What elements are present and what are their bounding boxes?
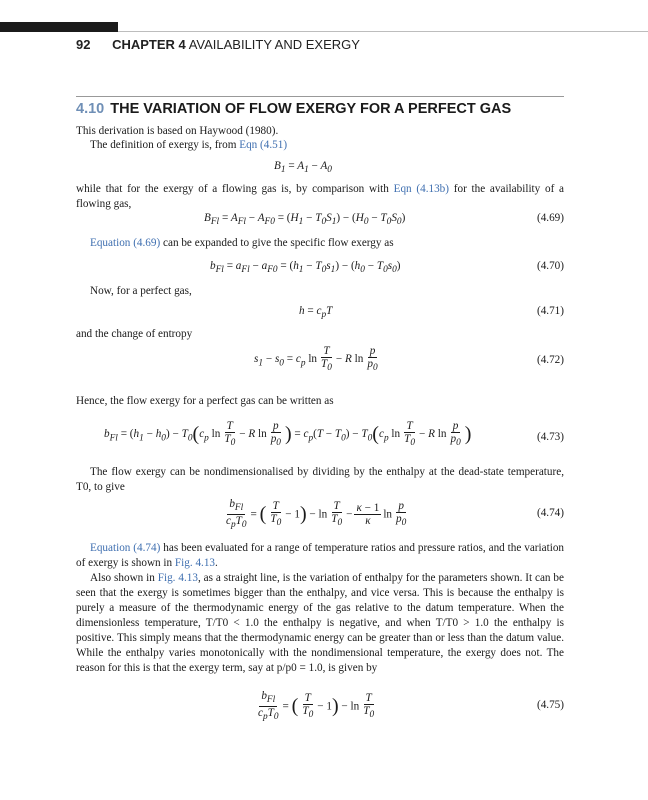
equation-4-73: $b_{Fl} = (h_1 - h_0) - T_0(c_p$ ln $\frac{T}{T_0}$ − R ln $\frac{p}{p_0}$ ) = $c_p(T - T_0) - T_0(c_p$ ln $\frac{T}{T_0}$ − R ln $\frac{p}{p_0}$ )	[104, 420, 472, 449]
equation-4-70: $b_{Fl} = a_{Fl} - a_{F0} = (h_1 - T_0s_1) - (h_0 - T_0s_0)$	[210, 260, 401, 276]
equation-4-69-link[interactable]: Equation (4.69)	[90, 237, 161, 249]
eq-number-4-69: (4.69)	[536, 212, 564, 224]
eq-number-4-70: (4.70)	[536, 260, 564, 272]
paragraph-8: The flow exergy can be nondimensionalised by dividing by the enthalpy at the dead-state temperature, T0, to give	[76, 466, 564, 493]
paragraph-5: Now, for a perfect gas,	[90, 285, 192, 297]
section-heading	[76, 101, 511, 117]
fig-4-13-link[interactable]: Fig. 4.13	[174, 557, 216, 569]
paragraph-1: This derivation is based on Haywood (1980).	[76, 125, 279, 137]
equation-4-71: $h = c_pT$	[299, 305, 333, 321]
paragraph-7: Hence, the flow exergy for a perfect gas can be written as	[76, 395, 334, 407]
eq-number-4-73: (4.73)	[536, 431, 564, 443]
equation-4-69: $B_{Fl} = A_{Fl} - A_{F0} = (H_1 - T_0S_1) - (H_0 - T_0S_0)$	[204, 212, 406, 228]
header-rule	[118, 31, 648, 32]
paragraph-10: Also shown in Fig. 4.13, as a straight line, is the variation of enthalpy for the parameters shown. It can be seen that the exergy is sometimes bigger than the enthalpy, and vice versa. This is because the enthalpy is purely a measure of the thermodynamic energy of the gas relative to the datum temperature. When the dimensionless temperature, T/T0 < 1.0 the enthalpy is negative, and when T/T0 > 1.0 the enthalpy is positive. This simply means that the thermodynamic energy can be greater than or less than the datum value. While the enthalpy varies monotonically with the nondimensional temperature, the exergy does not. The reason for this is that the exergy term, say at p/p0 = 1.0, is given by	[76, 572, 564, 674]
chapter-label: CHAPTER 4	[112, 37, 186, 52]
section-number: 4.10	[76, 101, 105, 117]
equation-4-74: $\frac{b_{Fl}}{c_pT_0}$ = ( $\frac{T}{T_0}$ − 1) − ln $\frac{T}{T_0}$ − $\frac{\kappa - 1}{\kappa}$ ln $\frac{p}{p_0}$	[226, 498, 407, 531]
page-number: 92	[76, 37, 91, 52]
header-bar	[0, 22, 118, 32]
paragraph-3: while that for the exergy of a flowing gas is, by comparison with Eqn (4.13b) for the availability of a flowing gas,	[76, 183, 564, 210]
section-rule	[76, 96, 564, 97]
paragraph-2: The definition of exergy is, from Eqn (4.51)	[90, 139, 288, 151]
eq-number-4-72: (4.72)	[536, 354, 564, 366]
eq-number-4-74: (4.74)	[536, 507, 564, 519]
eq-number-4-75: (4.75)	[536, 699, 564, 711]
paragraph-4: Equation (4.69) can be expanded to give the specific flow exergy as	[90, 237, 394, 249]
eqn-4-13b-link[interactable]: Eqn (4.13b)	[393, 183, 450, 195]
equation-4-74-link[interactable]: Equation (4.74)	[90, 542, 161, 554]
eq-number-4-71: (4.71)	[536, 305, 564, 317]
section-title: THE VARIATION OF FLOW EXERGY FOR A PERFECT GAS	[110, 101, 512, 117]
chapter-title: AVAILABILITY AND EXERGY	[188, 37, 360, 52]
running-header	[76, 37, 360, 52]
equation-4-72: $s_1 - s_0 = c_p$ ln $\frac{T}{T_0}$ − R ln $\frac{p}{p_0}$	[254, 345, 378, 374]
paragraph-6: and the change of entropy	[76, 328, 193, 340]
equation-b1: $B_1 = A_1 - A_0$	[274, 160, 332, 176]
fig-4-13-link-2[interactable]: Fig. 4.13	[157, 572, 198, 584]
eqn-4-51-link[interactable]: Eqn (4.51)	[239, 139, 288, 151]
equation-4-75: $\frac{b_{Fl}}{c_pT_0}$ = ( $\frac{T}{T_0}$ − 1) − ln $\frac{T}{T_0}$	[258, 690, 375, 723]
paragraph-9: Equation (4.74) has been evaluated for a range of temperature ratios and pressure ratios, and the variation of exergy is shown in Fig. 4.13.	[76, 542, 565, 569]
